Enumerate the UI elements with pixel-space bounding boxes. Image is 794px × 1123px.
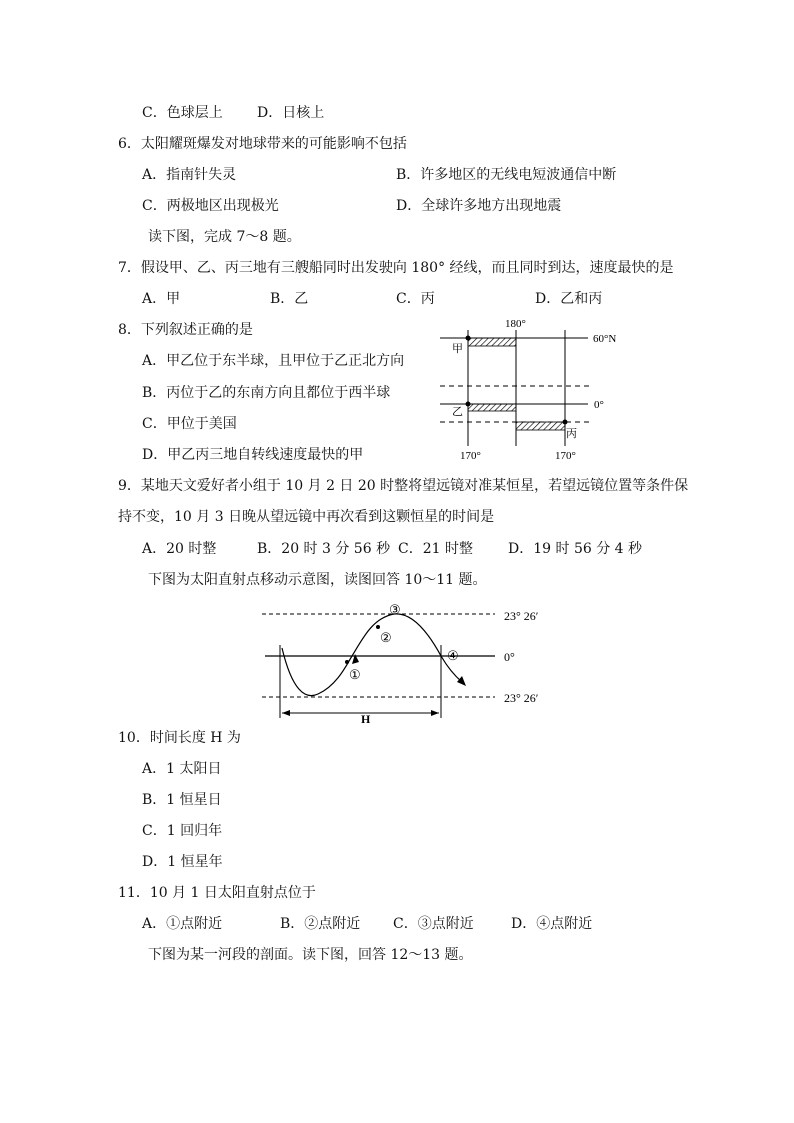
q8-option-c: C．甲位于美国 — [142, 416, 237, 432]
label-point-2: ② — [380, 630, 392, 645]
q7-option-d: D．乙和丙 — [535, 291, 603, 307]
q6-stem: 6．太阳耀斑爆发对地球带来的可能影响不包括 — [118, 136, 407, 152]
label-180: 180° — [505, 318, 526, 330]
label-170-east: 170° — [555, 450, 576, 462]
curve-dot-1 — [345, 660, 349, 664]
q8-option-a: A．甲乙位于东半球，且甲位于乙正北方向 — [142, 353, 405, 369]
q11-option-d: D．④点附近 — [511, 916, 593, 932]
curve-end-arrow — [457, 676, 466, 686]
label-jia: 甲 — [452, 343, 463, 355]
q6-option-d: D．全球许多地方出现地震 — [396, 198, 562, 214]
label-h: H — [361, 712, 371, 726]
q5-option-c: C．色球层上 — [142, 105, 223, 121]
q11-stem: 11．10 月 1 日太阳直射点位于 — [118, 885, 316, 901]
label-point-4: ④ — [447, 648, 459, 663]
q5-option-d: D．日核上 — [257, 105, 325, 121]
label-point-1: ① — [349, 667, 361, 682]
q6-option-a: A．指南针失灵 — [142, 167, 237, 183]
intro-12-13: 下图为某一河段的剖面。读下图，回答 12～13 题。 — [148, 947, 473, 963]
h-arrow-right-head — [431, 710, 439, 716]
q7-option-c: C．丙 — [396, 291, 435, 307]
label-top-tropic: 23° 26′ — [504, 609, 539, 623]
q9-option-a: A．20 时整 — [142, 541, 217, 557]
label-bottom-tropic: 23° 26′ — [504, 691, 539, 705]
q10-option-d: D．1 恒星年 — [142, 854, 223, 870]
q6-option-c: C．两极地区出现极光 — [142, 198, 279, 214]
q11-option-a: A．①点附近 — [142, 916, 223, 932]
curve-dot-2 — [376, 625, 380, 629]
q11-option-c: C．③点附近 — [393, 916, 474, 932]
q11-option-b: B．②点附近 — [280, 916, 361, 932]
q8-option-d: D．甲乙丙三地自转线速度最快的甲 — [142, 447, 364, 463]
sun-path-curve — [282, 614, 462, 696]
h-arrow-left-head — [282, 710, 290, 716]
intro-7-8: 读下图，完成 7～8 题。 — [148, 229, 301, 245]
q10-stem: 10．时间长度 H 为 — [118, 730, 241, 746]
label-point-3: ③ — [389, 602, 401, 617]
q9-option-c: C．21 时整 — [398, 541, 473, 557]
q7-stem: 7．假设甲、乙、丙三地有三艘船同时出发驶向 180° 经线，而且同时到达，速度最快的是 — [118, 260, 674, 276]
q7-option-b: B．乙 — [270, 291, 309, 307]
label-170-west: 170° — [460, 450, 481, 462]
label-0: 0° — [594, 399, 604, 411]
q7-option-a: A．甲 — [142, 291, 181, 307]
q10-option-a: A．1 太阳日 — [142, 761, 222, 777]
q8-stem: 8．下列叙述正确的是 — [118, 322, 253, 338]
label-60n: 60°N — [593, 333, 617, 345]
q10-option-b: B．1 恒星日 — [142, 792, 222, 808]
q9-stem-line2: 持不变，10 月 3 日晚从望远镜中再次看到这颗恒星的时间是 — [118, 509, 495, 525]
q9-option-d: D．19 时 56 分 4 秒 — [508, 541, 643, 557]
label-bing: 丙 — [566, 428, 577, 440]
q8-option-b: B．丙位于乙的东南方向且都位于西半球 — [142, 385, 391, 401]
q10-option-c: C．1 回归年 — [142, 823, 223, 839]
intro-10-11: 下图为太阳直射点移动示意图，读图回答 10～11 题。 — [148, 572, 487, 588]
q9-option-b: B．20 时 3 分 56 秒 — [257, 541, 391, 557]
label-yi: 乙 — [452, 406, 463, 418]
label-mid-equator: 0° — [504, 650, 515, 664]
q9-stem-line1: 9．某地天文爱好者小组于 10 月 2 日 20 时整将望远镜对准某恒星，若望远镜位置等条件保 — [118, 478, 689, 494]
q6-option-b: B．许多地区的无线电短波通信中断 — [396, 167, 617, 183]
